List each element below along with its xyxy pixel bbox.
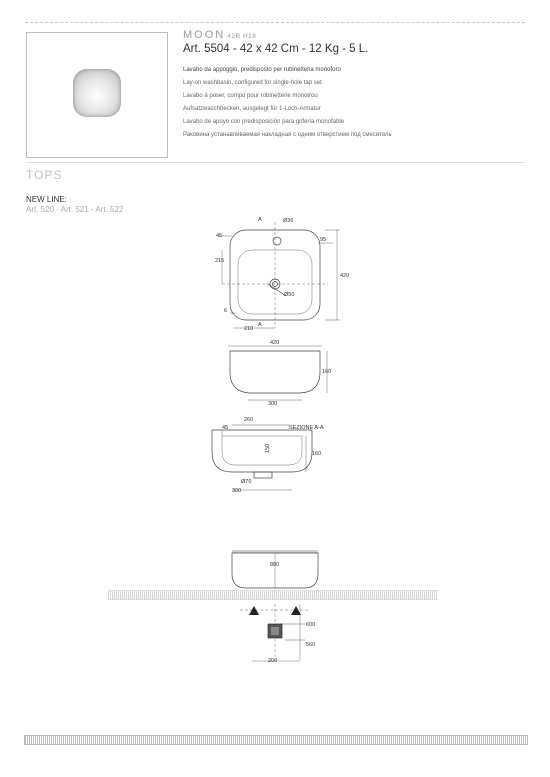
install-height: 880 — [270, 562, 280, 568]
section-title: TOPS — [26, 168, 63, 182]
article-title: Art. 5504 - 42 x 42 Cm - 12 Kg - 5 L. — [183, 43, 369, 55]
series-title: MOON — [183, 29, 226, 41]
plan-dim-6: 6 — [224, 308, 228, 314]
section-dim-260: 260 — [244, 417, 254, 423]
description-es: Lavabo de apoyo con predisposición para grifería monofable — [183, 119, 345, 125]
install-view — [232, 550, 318, 588]
plan-section-marker-top: A — [258, 217, 262, 223]
front-view — [228, 346, 327, 400]
plan-dim-95: 95 — [320, 237, 327, 243]
section-drain: Ø70 — [241, 479, 252, 485]
plan-section-marker-bottom: A — [258, 322, 262, 328]
description-en: Lay-on washbasin, configured for single-hole tap set — [183, 80, 322, 86]
plan-dim-45: 45 — [216, 233, 223, 239]
front-width: 420 — [270, 340, 280, 346]
plan-drain: Ø50 — [284, 292, 295, 298]
tap-dim-600: 600 — [306, 622, 316, 628]
front-height: 160 — [322, 369, 332, 375]
front-base: 300 — [268, 401, 278, 407]
plan-dim-420: 420 — [340, 273, 350, 279]
tap-marker-left — [249, 606, 259, 615]
description-de: Aufsatzwaschbecken, ausgelegt für 1-Loch-Armatur — [183, 106, 321, 112]
section-base: 300 — [232, 488, 242, 494]
section-dim-150: 150 — [265, 443, 271, 453]
section-label: SEZIONE A-A — [289, 425, 324, 431]
tap-marker-right — [291, 606, 301, 615]
description-it: Lavabo da appoggio, predisposto per rubinetteria monoforo — [183, 67, 341, 73]
tap-dim-560: 560 — [306, 642, 316, 648]
plan-dim-215: 215 — [215, 258, 225, 264]
series-code: 42R H18 — [227, 33, 257, 40]
new-line-articles: Art. 520 - Art. 521 - Art. 522 — [26, 205, 124, 214]
hatch-band — [108, 590, 438, 600]
section-dim-160: 160 — [312, 451, 322, 457]
plan-tap-hole: Ø36 — [283, 218, 294, 224]
plan-dim-210: 210 — [244, 326, 254, 332]
section-view — [212, 425, 312, 490]
tap-dim-200: 200 — [268, 658, 278, 664]
new-line-label: NEW LINE: — [26, 195, 67, 204]
description-ru: Раковина устанавливаемая накладная с одним отверстием под смеситель — [183, 132, 392, 138]
section-dim-45: 45 — [222, 425, 229, 431]
description-fr: Lavabo à poser, compo pour robinetterie monotrou — [183, 93, 318, 99]
footer-band — [24, 735, 528, 745]
